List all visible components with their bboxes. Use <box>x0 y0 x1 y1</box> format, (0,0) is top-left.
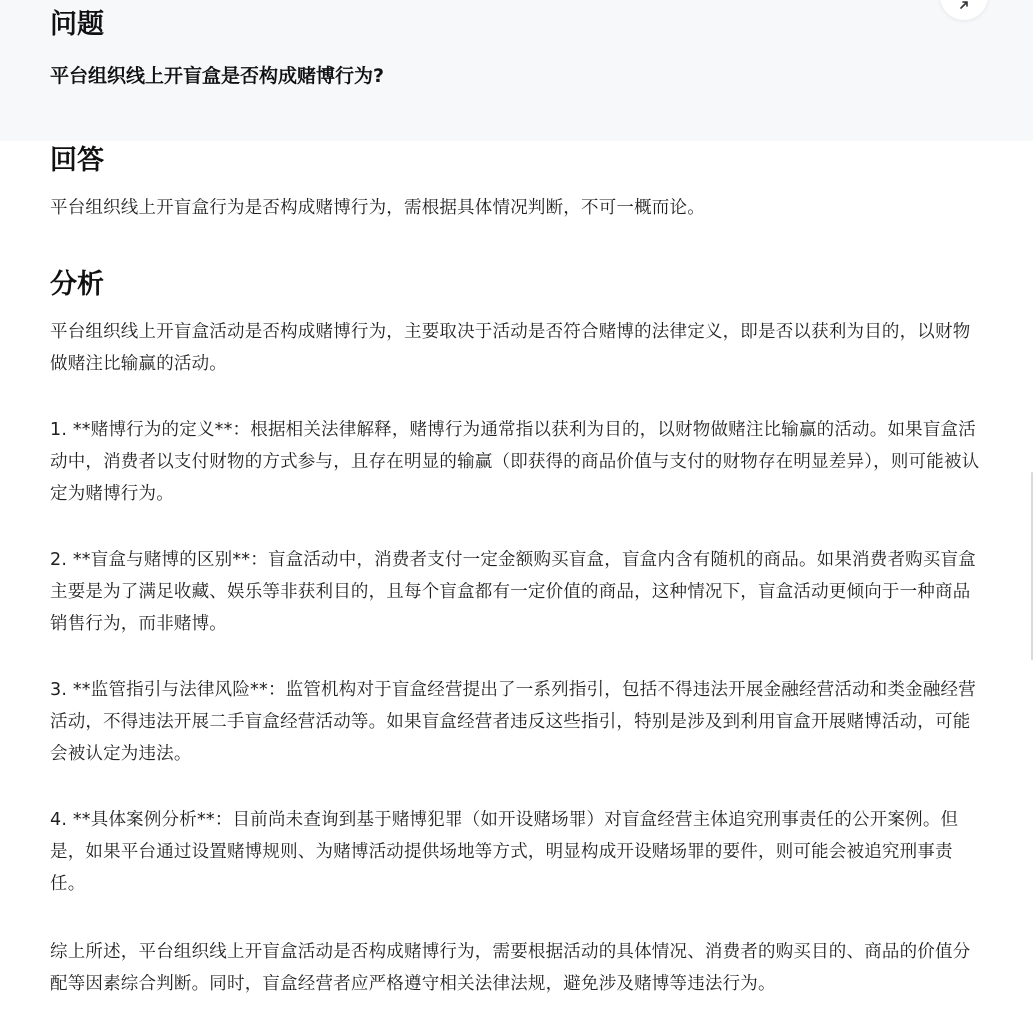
answer-text: 平台组织线上开盲盒行为是否构成赌博行为，需根据具体情况判断，不可一概而论。 <box>50 198 705 218</box>
expand-arrow-icon <box>957 0 971 12</box>
expand-button[interactable] <box>940 0 988 20</box>
analysis-point-1: 1. **赌博行为的定义**：根据相关法律解释，赌博行为通常指以获利为目的，以财物做赌注比输赢的活动。如果盲盒活动中，消费者以支付财物的方式参与，且存在明显的输赢（即获得的商品价值与支付的财物存在明显差异），则可能被认定为赌博行为。 <box>50 420 980 504</box>
analysis-point-3: 3. **监管指引与法律风险**：监管机构对于盲盒经营提出了一系列指引，包括不得违法开展金融经营活动和类金融经营活动，不得违法开展二手盲盒经营活动等。如果盲盒经营者违反这些指引，特别是涉及到利用盲盒开展赌博活动，可能会被认定为违法。 <box>50 680 976 764</box>
analysis-point-2: 2. **盲盒与赌博的区别**：盲盒活动中，消费者支付一定金额购买盲盒，盲盒内含有随机的商品。如果消费者购买盲盒主要是为了满足收藏、娱乐等非获利目的，且每个盲盒都有一定价值的商品，这种情况下，盲盒活动更倾向于一种商品销售行为，而非赌博。 <box>50 550 976 634</box>
analysis-intro: 平台组织线上开盲盒活动是否构成赌博行为，主要取决于活动是否符合赌博的法律定义，即是否以获利为目的，以财物做赌注比输赢的活动。 <box>50 322 971 374</box>
analysis-point-4: 4. **具体案例分析**：目前尚未查询到基于赌博犯罪（如开设赌场罪）对盲盒经营主体追究刑事责任的公开案例。但是，如果平台通过设置赌博规则、为赌博活动提供场地等方式，明显构成开设赌场罪的要件，则可能会被追究刑事责任。 <box>50 810 959 894</box>
question-heading: 问题 <box>50 9 104 40</box>
analysis-heading: 分析 <box>50 269 104 300</box>
analysis-conclusion: 综上所述，平台组织线上开盲盒活动是否构成赌博行为，需要根据活动的具体情况、消费者的购买目的、商品的价值分配等因素综合判断。同时，盲盒经营者应严格遵守相关法律法规，避免涉及赌博等违法行为。 <box>50 942 971 994</box>
question-text: 平台组织线上开盲盒是否构成赌博行为? <box>50 65 385 87</box>
question-block <box>0 0 1033 141</box>
answer-heading: 回答 <box>50 145 104 176</box>
